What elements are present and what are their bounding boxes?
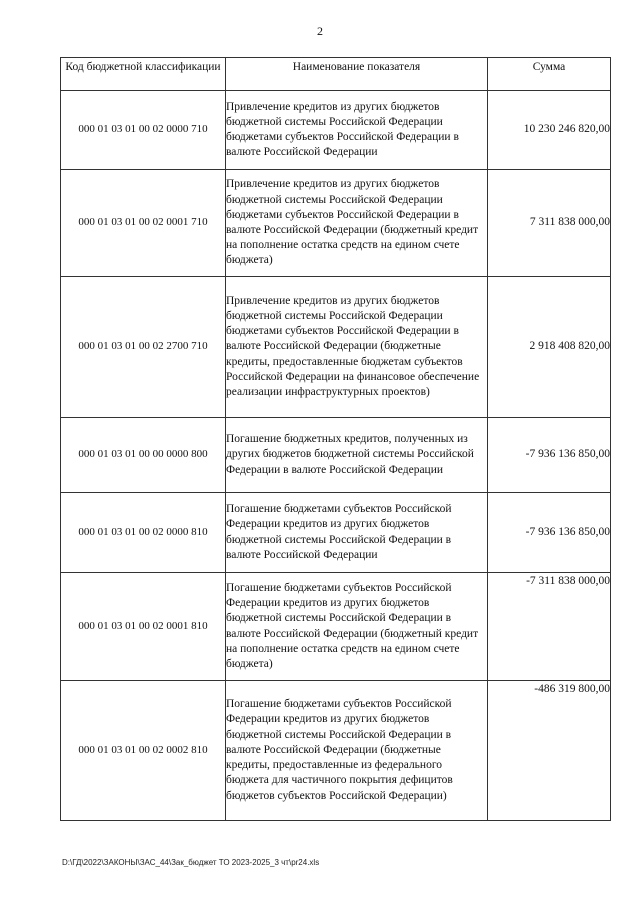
header-sum: Сумма (488, 58, 611, 91)
table-row (61, 418, 611, 493)
table-row (61, 493, 611, 573)
row-code: 000 01 03 01 00 00 0000 800 (61, 418, 226, 493)
row-sum: -7 936 136 850,00 (488, 493, 611, 573)
row-name: Погашение бюджетами субъектов Российской Федерации кредитов из других бюджетов бюджетной системы Российской Федерации в валюте Российской Федерации (226, 493, 488, 573)
table-row (61, 91, 611, 170)
row-name: Погашение бюджетами субъектов Российской Федерации кредитов из других бюджетов бюджетной системы Российской Федерации в валюте Российской Федерации (бюджетные кредиты, предоставленные из федерального бюджета для частичного покрытия дефицитов бюджетов субъектов Российской Федерации) (226, 681, 488, 821)
row-sum: -7 936 136 850,00 (488, 418, 611, 493)
row-name: Погашение бюджетных кредитов, полученных из других бюджетов бюджетной системы Российской Федерации в валюте Российской Федерации (226, 418, 488, 493)
row-sum: 2 918 408 820,00 (488, 277, 611, 418)
row-code: 000 01 03 01 00 02 0002 810 (61, 681, 226, 821)
row-code: 000 01 03 01 00 02 0001 810 (61, 573, 226, 681)
row-code: 000 01 03 01 00 02 0000 810 (61, 493, 226, 573)
row-code: 000 01 03 01 00 02 0001 710 (61, 170, 226, 277)
row-sum: -7 311 838 000,00 (488, 573, 611, 681)
table-row (61, 170, 611, 277)
table-row (61, 573, 611, 681)
header-code: Код бюджетной классификации (61, 58, 226, 91)
row-code: 000 01 03 01 00 02 0000 710 (61, 91, 226, 170)
row-sum: 10 230 246 820,00 (488, 91, 611, 170)
row-code: 000 01 03 01 00 02 2700 710 (61, 277, 226, 418)
table-header-row (61, 58, 611, 91)
header-name: Наименование показателя (226, 58, 488, 91)
row-name: Погашение бюджетами субъектов Российской Федерации кредитов из других бюджетов бюджетной системы Российской Федерации в валюте Российской Федерации (бюджетный кредит на пополнение остатка средств на едином счете бюджета) (226, 573, 488, 681)
row-sum: 7 311 838 000,00 (488, 170, 611, 277)
row-name: Привлечение кредитов из других бюджетов бюджетной системы Российской Федерации бюджетами субъектов Российской Федерации в валюте Российской Федерации (бюджетные кредиты, предоставленные бюджетам субъектов Российской Федерации на финансовое обеспечение реализации инфраструктурных проектов) (226, 277, 488, 418)
table-row (61, 681, 611, 821)
row-name: Привлечение кредитов из других бюджетов бюджетной системы Российской Федерации бюджетами субъектов Российской Федерации в валюте Российской Федерации (бюджетный кредит на пополнение остатка средств на едином счете бюджета) (226, 170, 488, 277)
budget-table (60, 57, 611, 821)
row-name: Привлечение кредитов из других бюджетов бюджетной системы Российской Федерации бюджетами субъектов Российской Федерации в валюте Российской Федерации (226, 91, 488, 170)
row-sum: -486 319 800,00 (488, 681, 611, 821)
page-number: 2 (317, 24, 323, 38)
file-path-footer: D:\ГД\2022\ЗАКОНЫ\ЗАС_44\Зак_бюджет ТО 2023-2025_3 чт\pr24.xls (62, 858, 320, 867)
table-row (61, 277, 611, 418)
